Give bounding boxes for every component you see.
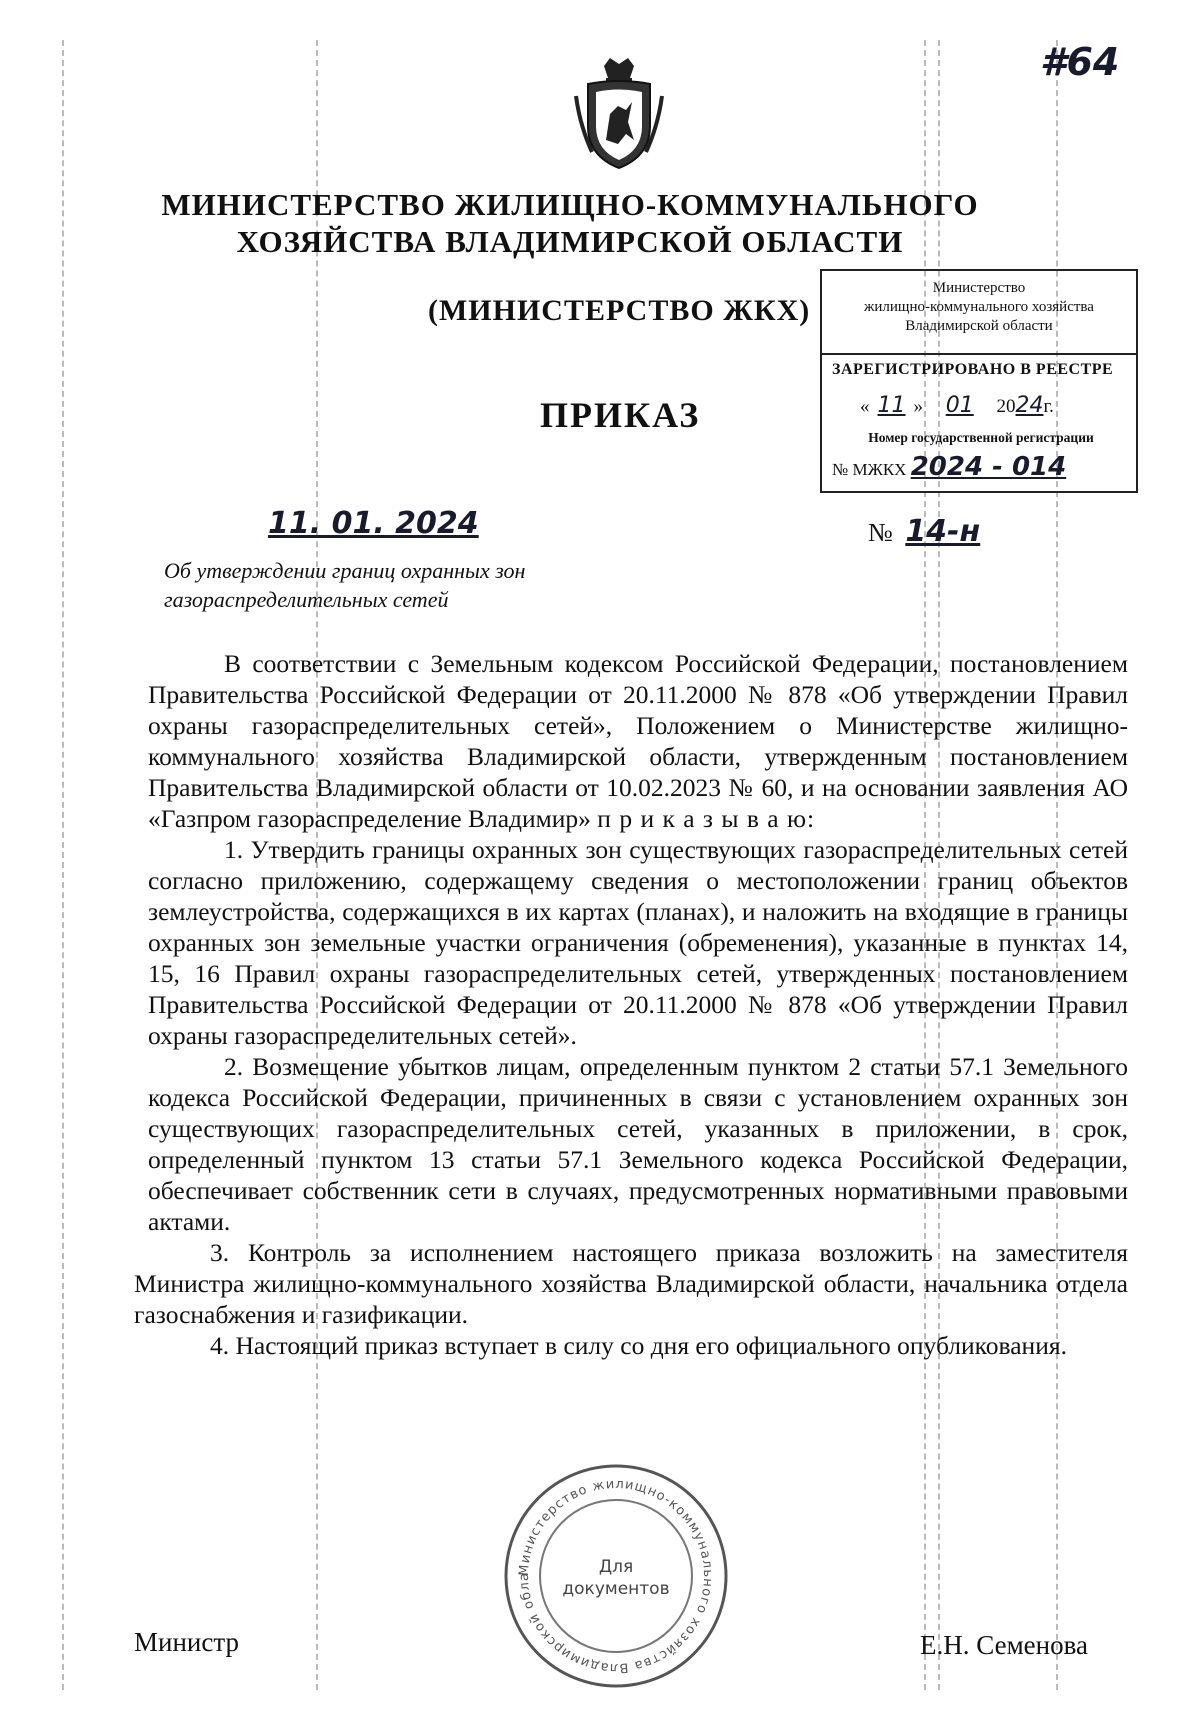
command-word: п р и к а з ы в а ю: — [597, 804, 816, 833]
registration-number-prefix: № МЖКХ — [832, 460, 907, 479]
order-item-2: 2. Возмещение убытков лицам, определенным пунктом 2 статьи 57.1 Земельного кодекса Российской Федерации, причиненных в связи с установлением охранных зон существующих газораспределительных сетей, указанных в приложении, в срок, определенный пунктом 13 статьи 57.1 Земельного кодекса Российской Федерации, обеспечивает собственник сети в случаях, предусмотренных нормативными правовыми актами. — [148, 1052, 1128, 1236]
page-number-mark: #64 — [1040, 40, 1120, 84]
seal-ring-text: Министерство жилищно-коммунального хозяйства Владимирской обла — [516, 1476, 716, 1676]
order-number — [868, 514, 980, 549]
ministry-name-line1: МИНИСТЕРСТВО ЖИЛИЩНО-КОММУНАЛЬНОГО — [161, 187, 979, 222]
registration-stamp-box — [820, 269, 1138, 493]
preamble-paragraph — [148, 648, 1128, 834]
year-suffix-label: г. — [1043, 396, 1054, 417]
issuer-line: Министерство — [932, 280, 1026, 296]
order-item-1: 1. Утвердить границы охранных зон существующих газораспределительных сетей согласно приложению, содержащему сведения о местоположении границ объектов землеустройства, содержащихся в их картах (планах), и наложить на входящие в границы охранных зон земельные участки ограничения (обременения), указанные в пунктах 14, 15, 16 Правил охраны газораспределительных сетей, утвержденных постановлением Правительства Российской Федерации от 20.11.2000 № 878 «Об утверждении Правил охраны газораспределительных сетей». — [148, 835, 1128, 1050]
signatory-name: Е.Н. Семенова — [920, 1630, 1088, 1660]
signatory-position: Министр — [134, 1627, 239, 1657]
preamble-text: В соответствии с Земельным кодексом Российской Федерации, постановлением Правительства Российской Федерации от 20.11.2000 № 878 «Об утверждении Правил охраны газораспределительных сетей», Положением о Министерстве жилищно-коммунального хозяйства Владимирской области, утвержденным постановлением Правительства Владимирской области от 10.02.2023 № 60, и на основании заявления АО «Газпром газораспределение Владимир» — [148, 649, 1128, 833]
ministry-name-line2: ХОЗЯЙСТВА ВЛАДИМИРСКОЙ ОБЛАСТИ — [236, 224, 904, 259]
ministry-short-name: (МИНИСТЕРСТВО ЖКХ) — [428, 294, 811, 327]
registration-year-prefix: 20 — [996, 396, 1016, 417]
order-number-value: 14-н — [905, 514, 981, 549]
official-seal-stamp — [500, 1460, 732, 1692]
registration-date — [832, 393, 1130, 418]
order-subject-line: газораспределительных сетей — [164, 587, 449, 612]
seal-center-line1: Для — [598, 1557, 634, 1577]
coat-of-arms-icon — [570, 56, 668, 174]
date-close-quote: » — [913, 396, 923, 417]
date-open-quote: « — [860, 396, 870, 417]
registration-month: 01 — [945, 393, 974, 418]
registration-number — [832, 452, 1130, 482]
registration-year-suffix: 24 — [1015, 393, 1044, 418]
order-subject — [164, 556, 525, 614]
issuer-line: жилищно-коммунального хозяйства — [864, 299, 1094, 315]
order-date: 11. 01. 2024 — [268, 506, 479, 541]
registration-day: 11 — [877, 393, 906, 418]
order-item-3: 3. Контроль за исполнением настоящего приказа возложить на заместителя Министра жилищно-коммунального хозяйства Владимирской области, начальника отдела газоснабжения и газификации. — [134, 1238, 1128, 1329]
order-item-4: 4. Настоящий приказ вступает в силу со дня его официального опубликования. — [210, 1331, 1067, 1360]
order-body — [134, 648, 1128, 1361]
document-type-title: ПРИКАЗ — [540, 395, 701, 435]
order-subject-line: Об утверждении границ охранных зон — [164, 558, 526, 583]
registration-number-label: Номер государственной регистрации — [868, 430, 1094, 445]
issuer-line: Владимирской области — [905, 318, 1053, 334]
registration-number-value: 2024 - 014 — [910, 452, 1067, 482]
registered-label: ЗАРЕГИСТРИРОВАНО В РЕЕСТРЕ — [832, 361, 1114, 378]
order-number-label: № — [868, 518, 893, 547]
seal-center-line2: документов — [562, 1579, 670, 1599]
registration-issuer — [822, 271, 1136, 355]
scan-artifact-line — [62, 40, 64, 1690]
